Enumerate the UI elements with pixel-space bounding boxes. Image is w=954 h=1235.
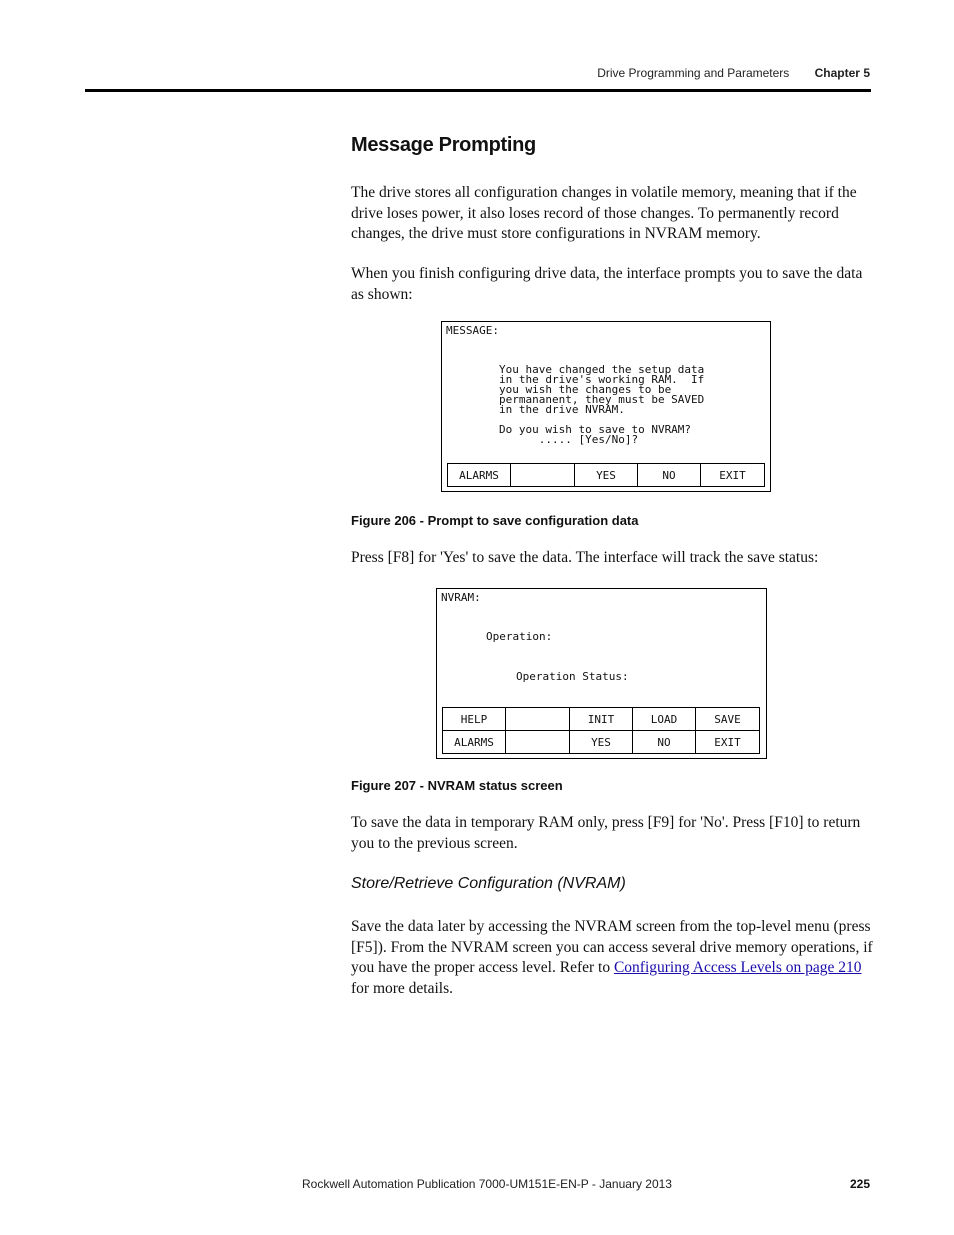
figure-206-caption: Figure 206 - Prompt to save configuration data (351, 513, 639, 528)
message-line-2: in the drive's working RAM. If (499, 373, 705, 386)
nvram-screen-title: NVRAM: (441, 591, 481, 604)
message-line-1: You have changed the setup data (499, 363, 705, 376)
paragraph-5-tail: for more details. (351, 979, 454, 997)
message-line-4: permananent, they must be SAVED (499, 393, 705, 406)
message-line-5: in the drive NVRAM. (499, 403, 625, 416)
nvram-softkeys-bottom (442, 730, 760, 754)
yes-key[interactable]: YES (575, 464, 638, 486)
paragraph-5 (351, 917, 873, 999)
no-key[interactable]: NO (633, 731, 696, 753)
paragraph-3: Press [F8] for 'Yes' to save the data. The interface will track the save status: (351, 549, 819, 566)
paragraph-2: When you finish configuring drive data, the interface prompts you to save the data as shown: (351, 265, 863, 303)
blank-key[interactable] (511, 464, 575, 486)
no-key[interactable]: NO (638, 464, 701, 486)
load-key[interactable]: LOAD (633, 708, 696, 730)
paragraph-4: To save the data in temporary RAM only, press [F9] for 'No'. Press [F10] to return you to the previous screen. (351, 814, 861, 852)
message-line-3: you wish the changes to be (499, 383, 672, 396)
header-section: Drive Programming and Parameters (597, 66, 790, 80)
nvram-softkeys-top (442, 707, 760, 731)
section-title: Message Prompting (351, 134, 536, 156)
message-softkeys (447, 463, 765, 487)
alarms-key[interactable]: ALARMS (443, 731, 506, 753)
paragraph-1: The drive stores all configuration changes in volatile memory, meaning that if the drive loses power, it also loses record of those changes. To permanently record changes, the drive must store configurations in NVRAM memory. (351, 184, 857, 242)
exit-key[interactable]: EXIT (719, 468, 746, 482)
operation-status-label: Operation Status: (516, 670, 629, 683)
message-screen (441, 321, 771, 492)
yes-key[interactable]: YES (570, 731, 633, 753)
footer-publication: Rockwell Automation Publication 7000-UM151E-EN-P - January 2013 (302, 1177, 672, 1191)
operation-label: Operation: (486, 630, 553, 643)
page-header (597, 66, 870, 80)
header-chapter: Chapter 5 (814, 66, 870, 80)
message-line-8: ..... [Yes/No]? (499, 433, 639, 446)
help-key[interactable]: HELP (443, 708, 506, 730)
blank-key-top[interactable] (506, 708, 570, 730)
access-levels-link[interactable]: Configuring Access Levels on page 210 (613, 959, 862, 976)
message-screen-title: MESSAGE: (446, 324, 499, 337)
exit-key[interactable]: EXIT (714, 735, 741, 749)
header-rule (85, 89, 871, 92)
save-key[interactable]: SAVE (714, 712, 741, 726)
figure-207-caption: Figure 207 - NVRAM status screen (351, 778, 563, 793)
nvram-screen (436, 588, 767, 759)
page-number: 225 (849, 1177, 870, 1191)
init-key[interactable]: INIT (570, 708, 633, 730)
blank-key-bottom[interactable] (506, 731, 570, 753)
paragraph-5-text: Save the data later by accessing the NVRAM screen from the top-level menu (press [F5]). From the NVRAM screen you can access several drive memory operations, if you have the proper access level. Refer to (351, 918, 873, 976)
message-line-7: Do you wish to save to NVRAM? (499, 423, 692, 436)
subheading: Store/Retrieve Configuration (NVRAM) (351, 875, 626, 892)
alarms-key[interactable]: ALARMS (448, 464, 511, 486)
